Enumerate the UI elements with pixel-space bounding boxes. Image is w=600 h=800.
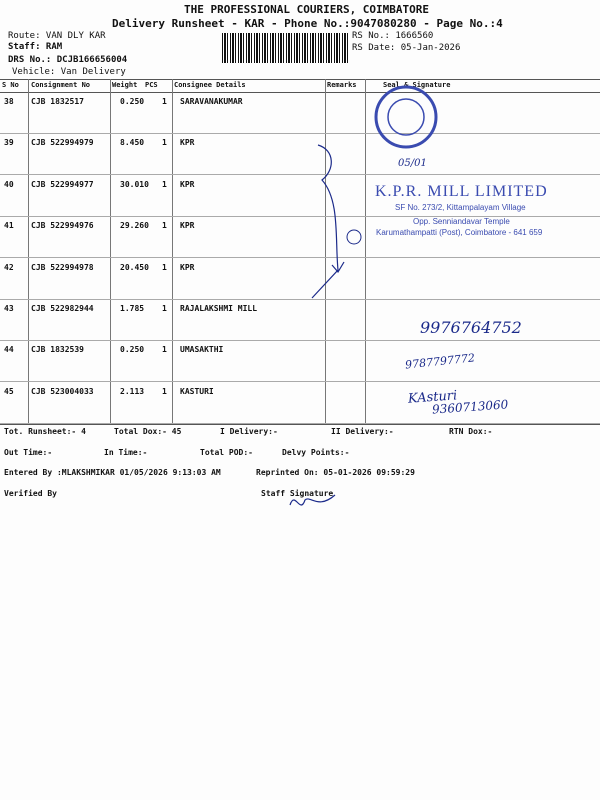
row-pcs: 1 — [162, 262, 167, 272]
stamp-company: K.P.R. MILL LIMITED — [375, 183, 548, 200]
route: Route: VAN DLY KAR — [8, 31, 106, 41]
row-pcs: 1 — [162, 138, 167, 148]
handwritten-phone-45: 9360713060 — [431, 397, 509, 417]
row-consignment-no: CJB 522994978 — [31, 262, 94, 272]
row-consignment-no: CJB 1832517 — [31, 97, 84, 106]
runsheet-title: Delivery Runsheet - KAR - Phone No.:9047080280 - Page No.:4 — [112, 17, 503, 30]
stamp-line3: Karumathampatti (Post), Coimbatore - 641 659 — [376, 228, 543, 237]
row-consignment-no: CJB 522994977 — [31, 179, 94, 189]
row-pcs: 1 — [162, 345, 167, 355]
row-weight: 1.785 — [120, 304, 145, 313]
ii-delivery: II Delivery:- — [331, 427, 394, 436]
drs-number: DRS No.: DCJB166656004 — [8, 55, 128, 65]
row-consignment-no: CJB 523004033 — [31, 386, 94, 396]
handwritten-date: 05/01 — [398, 158, 427, 169]
col-consignment: Consignment No — [31, 81, 91, 89]
row-pcs: 1 — [162, 386, 167, 396]
staff: Staff: RAM — [8, 42, 63, 52]
row-consignee: KASTURI — [180, 386, 214, 396]
row-weight: 0.250 — [120, 345, 145, 355]
row-sno: 43 — [4, 304, 14, 313]
row-consignment-no: CJB 522982944 — [31, 304, 94, 313]
handwritten-phone-44: 9787797772 — [404, 351, 476, 372]
seal-stamp-icon — [376, 87, 436, 147]
row-consignment-no: CJB 522994979 — [31, 138, 94, 148]
row-consignment-no: CJB 522994976 — [31, 221, 94, 231]
row-weight: 0.250 — [120, 97, 145, 106]
row-sno: 41 — [4, 221, 14, 231]
row-consignment-no: CJB 1832539 — [31, 345, 84, 355]
row-weight: 2.113 — [120, 386, 145, 396]
rs-date: RS Date: 05-Jan-2026 — [352, 43, 461, 53]
row-sno: 38 — [4, 97, 14, 106]
row-pcs: 1 — [162, 97, 167, 106]
row-sno: 39 — [4, 138, 14, 148]
row-sno: 44 — [4, 345, 14, 355]
company-name: THE PROFESSIONAL COURIERS, COIMBATORE — [184, 3, 430, 16]
total-pod: Total POD:- — [200, 448, 253, 457]
row-pcs: 1 — [162, 304, 167, 313]
staff-signature: Staff Signature — [261, 489, 334, 498]
row-consignee: KPR — [180, 138, 195, 148]
total-dox: Total Dox:- 45 — [114, 427, 182, 436]
row-consignee: UMASAKTHI — [180, 345, 224, 355]
row-sno: 42 — [4, 262, 14, 272]
stamp-line2: Opp. Senniandavar Temple — [413, 217, 510, 226]
row-weight: 30.010 — [120, 179, 149, 189]
i-delivery: I Delivery:- — [220, 427, 278, 436]
vehicle: Vehicle: Van Delivery — [12, 67, 126, 77]
row-consignee: RAJALAKSHMI MILL — [180, 304, 258, 313]
reprinted-on: Reprinted On: 05-01-2026 09:59:29 — [256, 468, 415, 477]
delvy-points: Delvy Points:- — [282, 448, 350, 457]
col-pcs: PCS — [145, 81, 158, 89]
verified-by: Verified By — [4, 489, 57, 498]
stamp-line1: SF No. 273/2, Kittampalayam Village — [395, 203, 526, 212]
row-weight: 8.450 — [120, 138, 145, 148]
in-time: In Time:- — [104, 448, 148, 457]
row-consignee: KPR — [180, 179, 195, 189]
row-pcs: 1 — [162, 221, 167, 231]
col-weight: Weight — [112, 81, 138, 89]
entered-by: Entered By :MLAKSHMIKAR 01/05/2026 9:13:03 AM — [4, 468, 221, 477]
row-pcs: 1 — [162, 179, 167, 189]
row-consignee: SARAVANAKUMAR — [180, 97, 243, 106]
out-time: Out Time:- — [4, 448, 53, 457]
row-weight: 20.450 — [120, 262, 149, 272]
handwritten-phone-43: 9976764752 — [420, 318, 522, 337]
rs-number: RS No.: 1666560 — [352, 31, 434, 41]
col-remarks: Remarks — [327, 81, 357, 89]
row-weight: 29.260 — [120, 221, 149, 231]
row-sno: 40 — [4, 179, 14, 189]
rtn-dox: RTN Dox:- — [449, 427, 493, 436]
handwritten-name-45: KAsturi — [407, 388, 458, 407]
tot-runsheet: Tot. Runsheet:- 4 — [4, 427, 86, 436]
col-consignee: Consignee Details — [174, 81, 246, 89]
row-consignee: KPR — [180, 262, 195, 272]
col-seal: Seal & Signature — [383, 81, 451, 89]
row-consignee: KPR — [180, 221, 195, 231]
col-sno: S No — [2, 81, 19, 89]
row-sno: 45 — [4, 386, 14, 396]
